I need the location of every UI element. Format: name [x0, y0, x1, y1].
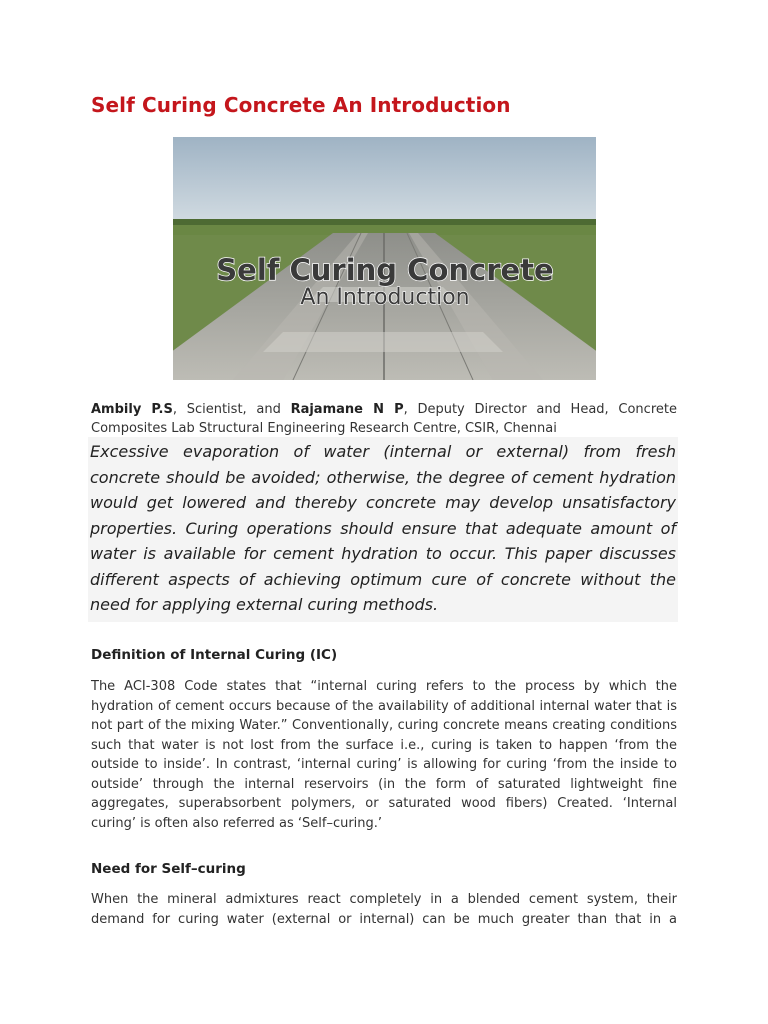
author-byline: [91, 400, 677, 438]
hero-image: [173, 137, 596, 380]
section-body-need-self-curing: When the mineral admixtures react completely in a blended cement system, their demand for curing water (external or internal) can be much greater than that in a: [91, 892, 677, 927]
section-body-internal-curing: The ACI-308 Code states that “internal curing refers to the process by which the hydration of cement occurs because of the availability of additional internal water that is not part of the mixing Water.” Conventionally, curing concrete means creating conditions such that water is not lost from the surface i.e., curing is taken to happen ‘from the outside to inside’. In contrast, ‘internal curing’ is allowing for curing ‘from the inside to outside’ through the internal reservoirs (in the form of saturated lightweight fine aggregates, superabsorbent polymers, or saturated wood fibers) Created. ‘Internal curing’ is often also referred as ‘Self–curing.’: [91, 679, 677, 831]
document-title: Self Curing Concrete An Introduction: [91, 93, 511, 117]
author2-role: , Deputy Director and Head, Concrete Composites Lab Structural Engineering Research Centre, CSIR, Chennai: [91, 402, 677, 436]
hero-subtitle-text: An Introduction: [300, 285, 470, 310]
abstract-text: Excessive evaporation of water (internal or external) from fresh concrete should be avoided; otherwise, the degree of cement hydration would get lowered and thereby concrete may develop unsatisfactory properties. Curing operations should ensure that adequate amount of water is available for cement hydration to occur. This paper discusses different aspects of achieving optimum cure of concrete without the need for applying external curing methods.: [90, 442, 676, 614]
abstract-box: [88, 437, 678, 622]
section-heading-need-self-curing: Need for Self–curing: [91, 861, 246, 877]
author2-name: Rajamane N P: [290, 402, 404, 417]
section-heading-internal-curing: Definition of Internal Curing (IC): [91, 647, 338, 663]
author1-name: Ambily P.S: [91, 402, 173, 417]
author1-role: , Scientist, and: [172, 402, 291, 417]
hero-title-text: Self Curing Concrete: [216, 253, 554, 287]
